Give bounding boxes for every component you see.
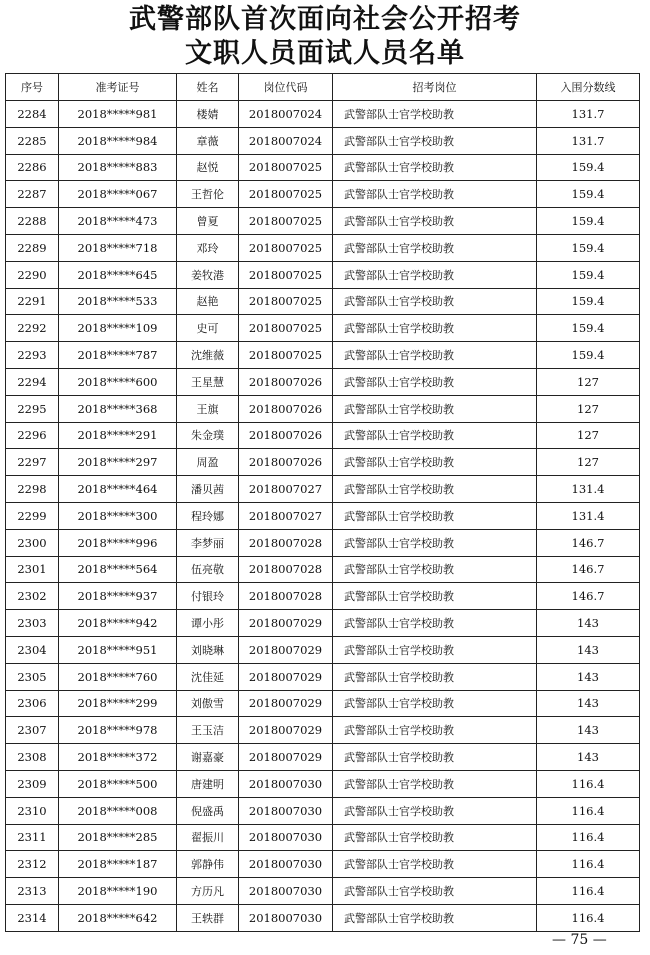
cell-post-code: 2018007028 [239,583,333,610]
cell-serial: 2304 [6,636,59,663]
cell-cutoff-score: 116.4 [537,851,640,878]
cell-cutoff-score: 127 [537,422,640,449]
table-row [6,529,640,556]
cell-serial: 2298 [6,476,59,503]
cell-post-code: 2018007029 [239,717,333,744]
cell-serial: 2294 [6,368,59,395]
cell-post-code: 2018007030 [239,770,333,797]
cell-serial: 2292 [6,315,59,342]
table-row [6,368,640,395]
cell-post-code: 2018007025 [239,342,333,369]
document-title: 武警部队首次面向社会公开招考 [129,4,521,35]
cell-name: 刘傲雪 [177,690,239,717]
cell-post: 武警部队士官学校助教 [333,261,537,288]
cell-exam-id: 2018*****981 [59,101,177,128]
cell-cutoff-score: 143 [537,744,640,771]
table-row [6,154,640,181]
table-row [6,395,640,422]
cell-cutoff-score: 116.4 [537,904,640,931]
cell-serial: 2314 [6,904,59,931]
cell-post: 武警部队士官学校助教 [333,181,537,208]
cell-name: 曾夏 [177,208,239,235]
cell-post-code: 2018007025 [239,288,333,315]
cell-cutoff-score: 116.4 [537,797,640,824]
cell-post: 武警部队士官学校助教 [333,476,537,503]
table-row [6,797,640,824]
cell-exam-id: 2018*****978 [59,717,177,744]
table-row [6,101,640,128]
cell-post-code: 2018007024 [239,127,333,154]
interview-list-table [5,73,640,932]
table-row [6,744,640,771]
cell-serial: 2302 [6,583,59,610]
cell-post: 武警部队士官学校助教 [333,851,537,878]
cell-name: 唐建明 [177,770,239,797]
cell-exam-id: 2018*****297 [59,449,177,476]
cell-post: 武警部队士官学校助教 [333,395,537,422]
table-row [6,770,640,797]
cell-post: 武警部队士官学校助教 [333,368,537,395]
table-row [6,636,640,663]
cell-exam-id: 2018*****067 [59,181,177,208]
cell-post-code: 2018007025 [239,181,333,208]
table-row [6,476,640,503]
table-row [6,556,640,583]
cell-name: 方历凡 [177,878,239,905]
cell-serial: 2285 [6,127,59,154]
cell-name: 谢嘉豪 [177,744,239,771]
cell-name: 赵艳 [177,288,239,315]
cell-post: 武警部队士官学校助教 [333,744,537,771]
header-cutoff-score: 入围分数线 [537,74,640,101]
cell-cutoff-score: 143 [537,690,640,717]
cell-serial: 2295 [6,395,59,422]
cell-post-code: 2018007030 [239,851,333,878]
cell-cutoff-score: 127 [537,395,640,422]
cell-cutoff-score: 159.4 [537,315,640,342]
cell-post-code: 2018007029 [239,663,333,690]
cell-exam-id: 2018*****109 [59,315,177,342]
cell-post-code: 2018007025 [239,208,333,235]
table-header-row [6,74,640,101]
cell-name: 倪盛禹 [177,797,239,824]
cell-serial: 2287 [6,181,59,208]
table-row [6,449,640,476]
cell-post: 武警部队士官学校助教 [333,556,537,583]
table-row [6,234,640,261]
cell-post: 武警部队士官学校助教 [333,127,537,154]
cell-cutoff-score: 127 [537,368,640,395]
cell-serial: 2297 [6,449,59,476]
cell-post-code: 2018007027 [239,476,333,503]
cell-name: 朱金璞 [177,422,239,449]
cell-name: 楼婧 [177,101,239,128]
table-row [6,422,640,449]
cell-cutoff-score: 159.4 [537,234,640,261]
cell-cutoff-score: 159.4 [537,261,640,288]
cell-post-code: 2018007030 [239,904,333,931]
header-exam-id: 准考证号 [59,74,177,101]
cell-serial: 2312 [6,851,59,878]
cell-name: 翟振川 [177,824,239,851]
cell-serial: 2309 [6,770,59,797]
cell-serial: 2300 [6,529,59,556]
cell-cutoff-score: 159.4 [537,154,640,181]
cell-cutoff-score: 146.7 [537,556,640,583]
cell-cutoff-score: 143 [537,636,640,663]
cell-post: 武警部队士官学校助教 [333,636,537,663]
cell-post-code: 2018007026 [239,395,333,422]
cell-cutoff-score: 116.4 [537,878,640,905]
cell-name: 周盈 [177,449,239,476]
cell-post: 武警部队士官学校助教 [333,663,537,690]
cell-post: 武警部队士官学校助教 [333,449,537,476]
cell-cutoff-score: 159.4 [537,342,640,369]
cell-post-code: 2018007025 [239,154,333,181]
cell-serial: 2286 [6,154,59,181]
cell-cutoff-score: 143 [537,610,640,637]
cell-exam-id: 2018*****473 [59,208,177,235]
cell-post: 武警部队士官学校助教 [333,342,537,369]
cell-name: 赵悦 [177,154,239,181]
cell-exam-id: 2018*****464 [59,476,177,503]
cell-cutoff-score: 146.7 [537,529,640,556]
cell-post-code: 2018007025 [239,234,333,261]
table-row [6,342,640,369]
cell-exam-id: 2018*****285 [59,824,177,851]
cell-cutoff-score: 159.4 [537,208,640,235]
cell-exam-id: 2018*****942 [59,610,177,637]
cell-post-code: 2018007029 [239,744,333,771]
cell-post-code: 2018007027 [239,502,333,529]
cell-cutoff-score: 127 [537,449,640,476]
cell-name: 郭静伟 [177,851,239,878]
header-post: 招考岗位 [333,74,537,101]
table-row [6,878,640,905]
cell-name: 沈佳延 [177,663,239,690]
cell-post: 武警部队士官学校助教 [333,904,537,931]
cell-serial: 2311 [6,824,59,851]
cell-name: 付银玲 [177,583,239,610]
cell-serial: 2284 [6,101,59,128]
cell-cutoff-score: 131.4 [537,476,640,503]
cell-exam-id: 2018*****190 [59,878,177,905]
cell-serial: 2290 [6,261,59,288]
cell-exam-id: 2018*****883 [59,154,177,181]
cell-post-code: 2018007026 [239,449,333,476]
cell-serial: 2289 [6,234,59,261]
cell-post: 武警部队士官学校助教 [333,101,537,128]
cell-name: 沈维薇 [177,342,239,369]
cell-exam-id: 2018*****564 [59,556,177,583]
cell-name: 李梦丽 [177,529,239,556]
header-post-code: 岗位代码 [239,74,333,101]
table-row [6,717,640,744]
cell-post: 武警部队士官学校助教 [333,315,537,342]
table-row [6,127,640,154]
table-row [6,690,640,717]
cell-exam-id: 2018*****300 [59,502,177,529]
cell-post: 武警部队士官学校助教 [333,154,537,181]
cell-post-code: 2018007028 [239,556,333,583]
table-row [6,502,640,529]
cell-post-code: 2018007029 [239,636,333,663]
cell-serial: 2299 [6,502,59,529]
cell-exam-id: 2018*****368 [59,395,177,422]
cell-exam-id: 2018*****533 [59,288,177,315]
cell-post-code: 2018007029 [239,610,333,637]
cell-exam-id: 2018*****984 [59,127,177,154]
cell-exam-id: 2018*****600 [59,368,177,395]
cell-name: 谭小彤 [177,610,239,637]
page-number: — 75 — [552,932,607,948]
cell-serial: 2307 [6,717,59,744]
cell-exam-id: 2018*****787 [59,342,177,369]
cell-post: 武警部队士官学校助教 [333,208,537,235]
cell-serial: 2306 [6,690,59,717]
cell-post-code: 2018007030 [239,824,333,851]
cell-serial: 2313 [6,878,59,905]
cell-post-code: 2018007024 [239,101,333,128]
cell-post: 武警部队士官学校助教 [333,610,537,637]
cell-exam-id: 2018*****937 [59,583,177,610]
cell-post-code: 2018007025 [239,315,333,342]
cell-exam-id: 2018*****372 [59,744,177,771]
table-row [6,824,640,851]
cell-cutoff-score: 159.4 [537,288,640,315]
cell-name: 王轶群 [177,904,239,931]
table-row [6,583,640,610]
cell-name: 王旗 [177,395,239,422]
cell-exam-id: 2018*****760 [59,663,177,690]
table-row [6,261,640,288]
cell-name: 邓玲 [177,234,239,261]
cell-name: 王玉洁 [177,717,239,744]
cell-cutoff-score: 146.7 [537,583,640,610]
cell-cutoff-score: 116.4 [537,770,640,797]
cell-post: 武警部队士官学校助教 [333,288,537,315]
cell-post: 武警部队士官学校助教 [333,770,537,797]
cell-post-code: 2018007028 [239,529,333,556]
cell-exam-id: 2018*****642 [59,904,177,931]
cell-exam-id: 2018*****996 [59,529,177,556]
cell-serial: 2310 [6,797,59,824]
table-row [6,288,640,315]
table-row [6,663,640,690]
cell-post-code: 2018007026 [239,368,333,395]
cell-serial: 2303 [6,610,59,637]
cell-post: 武警部队士官学校助教 [333,234,537,261]
cell-name: 姜牧港 [177,261,239,288]
cell-serial: 2291 [6,288,59,315]
cell-serial: 2293 [6,342,59,369]
cell-cutoff-score: 143 [537,663,640,690]
cell-post: 武警部队士官学校助教 [333,502,537,529]
cell-name: 史可 [177,315,239,342]
cell-cutoff-score: 159.4 [537,181,640,208]
cell-cutoff-score: 131.4 [537,502,640,529]
cell-post: 武警部队士官学校助教 [333,529,537,556]
cell-cutoff-score: 116.4 [537,824,640,851]
cell-name: 王星慧 [177,368,239,395]
cell-exam-id: 2018*****951 [59,636,177,663]
table-row [6,181,640,208]
cell-name: 章薇 [177,127,239,154]
table-row [6,315,640,342]
cell-serial: 2296 [6,422,59,449]
cell-name: 伍亮敬 [177,556,239,583]
cell-post: 武警部队士官学校助教 [333,422,537,449]
table-row [6,610,640,637]
cell-post-code: 2018007029 [239,690,333,717]
cell-cutoff-score: 143 [537,717,640,744]
cell-exam-id: 2018*****718 [59,234,177,261]
cell-post-code: 2018007030 [239,878,333,905]
cell-post-code: 2018007026 [239,422,333,449]
cell-exam-id: 2018*****187 [59,851,177,878]
table-row [6,904,640,931]
cell-name: 潘贝茜 [177,476,239,503]
cell-exam-id: 2018*****291 [59,422,177,449]
cell-cutoff-score: 131.7 [537,101,640,128]
cell-exam-id: 2018*****645 [59,261,177,288]
table-row [6,851,640,878]
cell-exam-id: 2018*****299 [59,690,177,717]
cell-post-code: 2018007025 [239,261,333,288]
cell-name: 程玲娜 [177,502,239,529]
cell-serial: 2288 [6,208,59,235]
cell-post-code: 2018007030 [239,797,333,824]
cell-exam-id: 2018*****008 [59,797,177,824]
cell-serial: 2305 [6,663,59,690]
cell-post: 武警部队士官学校助教 [333,824,537,851]
document-subtitle: 文职人员面试人员名单 [185,38,465,69]
cell-name: 刘晓琳 [177,636,239,663]
cell-exam-id: 2018*****500 [59,770,177,797]
cell-serial: 2301 [6,556,59,583]
cell-post: 武警部队士官学校助教 [333,878,537,905]
header-name: 姓名 [177,74,239,101]
table-row [6,208,640,235]
cell-post: 武警部队士官学校助教 [333,690,537,717]
cell-post: 武警部队士官学校助教 [333,583,537,610]
cell-cutoff-score: 131.7 [537,127,640,154]
cell-post: 武警部队士官学校助教 [333,797,537,824]
cell-serial: 2308 [6,744,59,771]
cell-name: 王哲伦 [177,181,239,208]
cell-post: 武警部队士官学校助教 [333,717,537,744]
header-serial: 序号 [6,74,59,101]
